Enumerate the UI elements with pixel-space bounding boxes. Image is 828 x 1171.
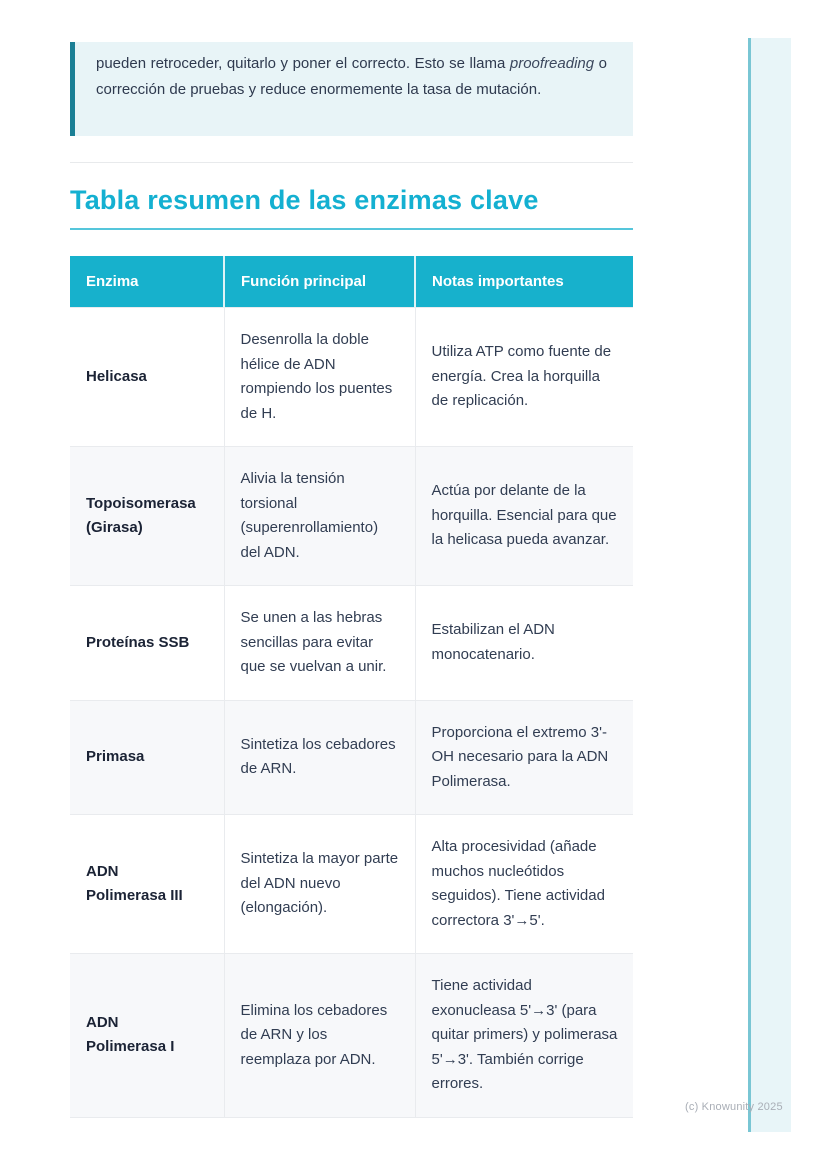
enzyme-notes: Utiliza ATP como fuente de energía. Crea la horquilla de replicación.	[415, 308, 633, 447]
enzyme-function: Se unen a las hebras sencillas para evitar que se vuelvan a unir.	[224, 586, 415, 701]
callout-text-before: pueden retroceder, quitarlo y poner el correcto. Esto se llama	[96, 55, 510, 72]
section-divider	[70, 162, 633, 163]
callout-text-after: o corrección de pruebas y reduce enormemente la tasa de mutación.	[96, 55, 607, 98]
table-row	[70, 308, 633, 447]
table-row	[70, 586, 633, 701]
proofreading-callout	[70, 42, 633, 136]
enzyme-name: Primasa	[70, 700, 224, 815]
enzyme-name: Helicasa	[70, 308, 224, 447]
enzyme-name: ADN Polimerasa III	[70, 815, 224, 954]
enzyme-notes: Tiene actividad exonucleasa 5'→3' (para quitar primers) y polimerasa 5'→3'. También corrige errores.	[415, 954, 633, 1118]
section-title-underline	[70, 228, 633, 230]
table-row	[70, 954, 633, 1118]
enzyme-notes: Alta procesividad (añade muchos nucleótidos seguidos). Tiene actividad correctora 3'→5'.	[415, 815, 633, 954]
enzyme-summary-table	[70, 256, 633, 1118]
page-content	[70, 42, 633, 1118]
enzyme-function: Alivia la tensión torsional (superenrollamiento) del ADN.	[224, 447, 415, 586]
enzyme-name: ADN Polimerasa I	[70, 954, 224, 1118]
column-header-notas: Notas importantes	[415, 256, 633, 308]
column-header-funcion: Función principal	[224, 256, 415, 308]
enzyme-function: Sintetiza los cebadores de ARN.	[224, 700, 415, 815]
enzyme-notes: Proporciona el extremo 3'-OH necesario para la ADN Polimerasa.	[415, 700, 633, 815]
callout-italic-term: proofreading	[509, 55, 595, 72]
table-row	[70, 700, 633, 815]
enzyme-function: Elimina los cebadores de ARN y los reemplaza por ADN.	[224, 954, 415, 1118]
table-row	[70, 447, 633, 586]
enzyme-function: Sintetiza la mayor parte del ADN nuevo (elongación).	[224, 815, 415, 954]
enzyme-notes: Actúa por delante de la horquilla. Esencial para que la helicasa pueda avanzar.	[415, 447, 633, 586]
table-header-row	[70, 256, 633, 308]
enzyme-name: Topoisomerasa (Girasa)	[70, 447, 224, 586]
enzyme-notes: Estabilizan el ADN monocatenario.	[415, 586, 633, 701]
enzyme-name: Proteínas SSB	[70, 586, 224, 701]
section-title: Tabla resumen de las enzimas clave	[70, 185, 539, 215]
enzyme-function: Desenrolla la doble hélice de ADN rompiendo los puentes de H.	[224, 308, 415, 447]
table-row	[70, 815, 633, 954]
page-edge-highlight-bar	[748, 38, 791, 1132]
copyright-watermark: (c) Knowunity 2025	[685, 1101, 783, 1113]
column-header-enzima: Enzima	[70, 256, 224, 308]
